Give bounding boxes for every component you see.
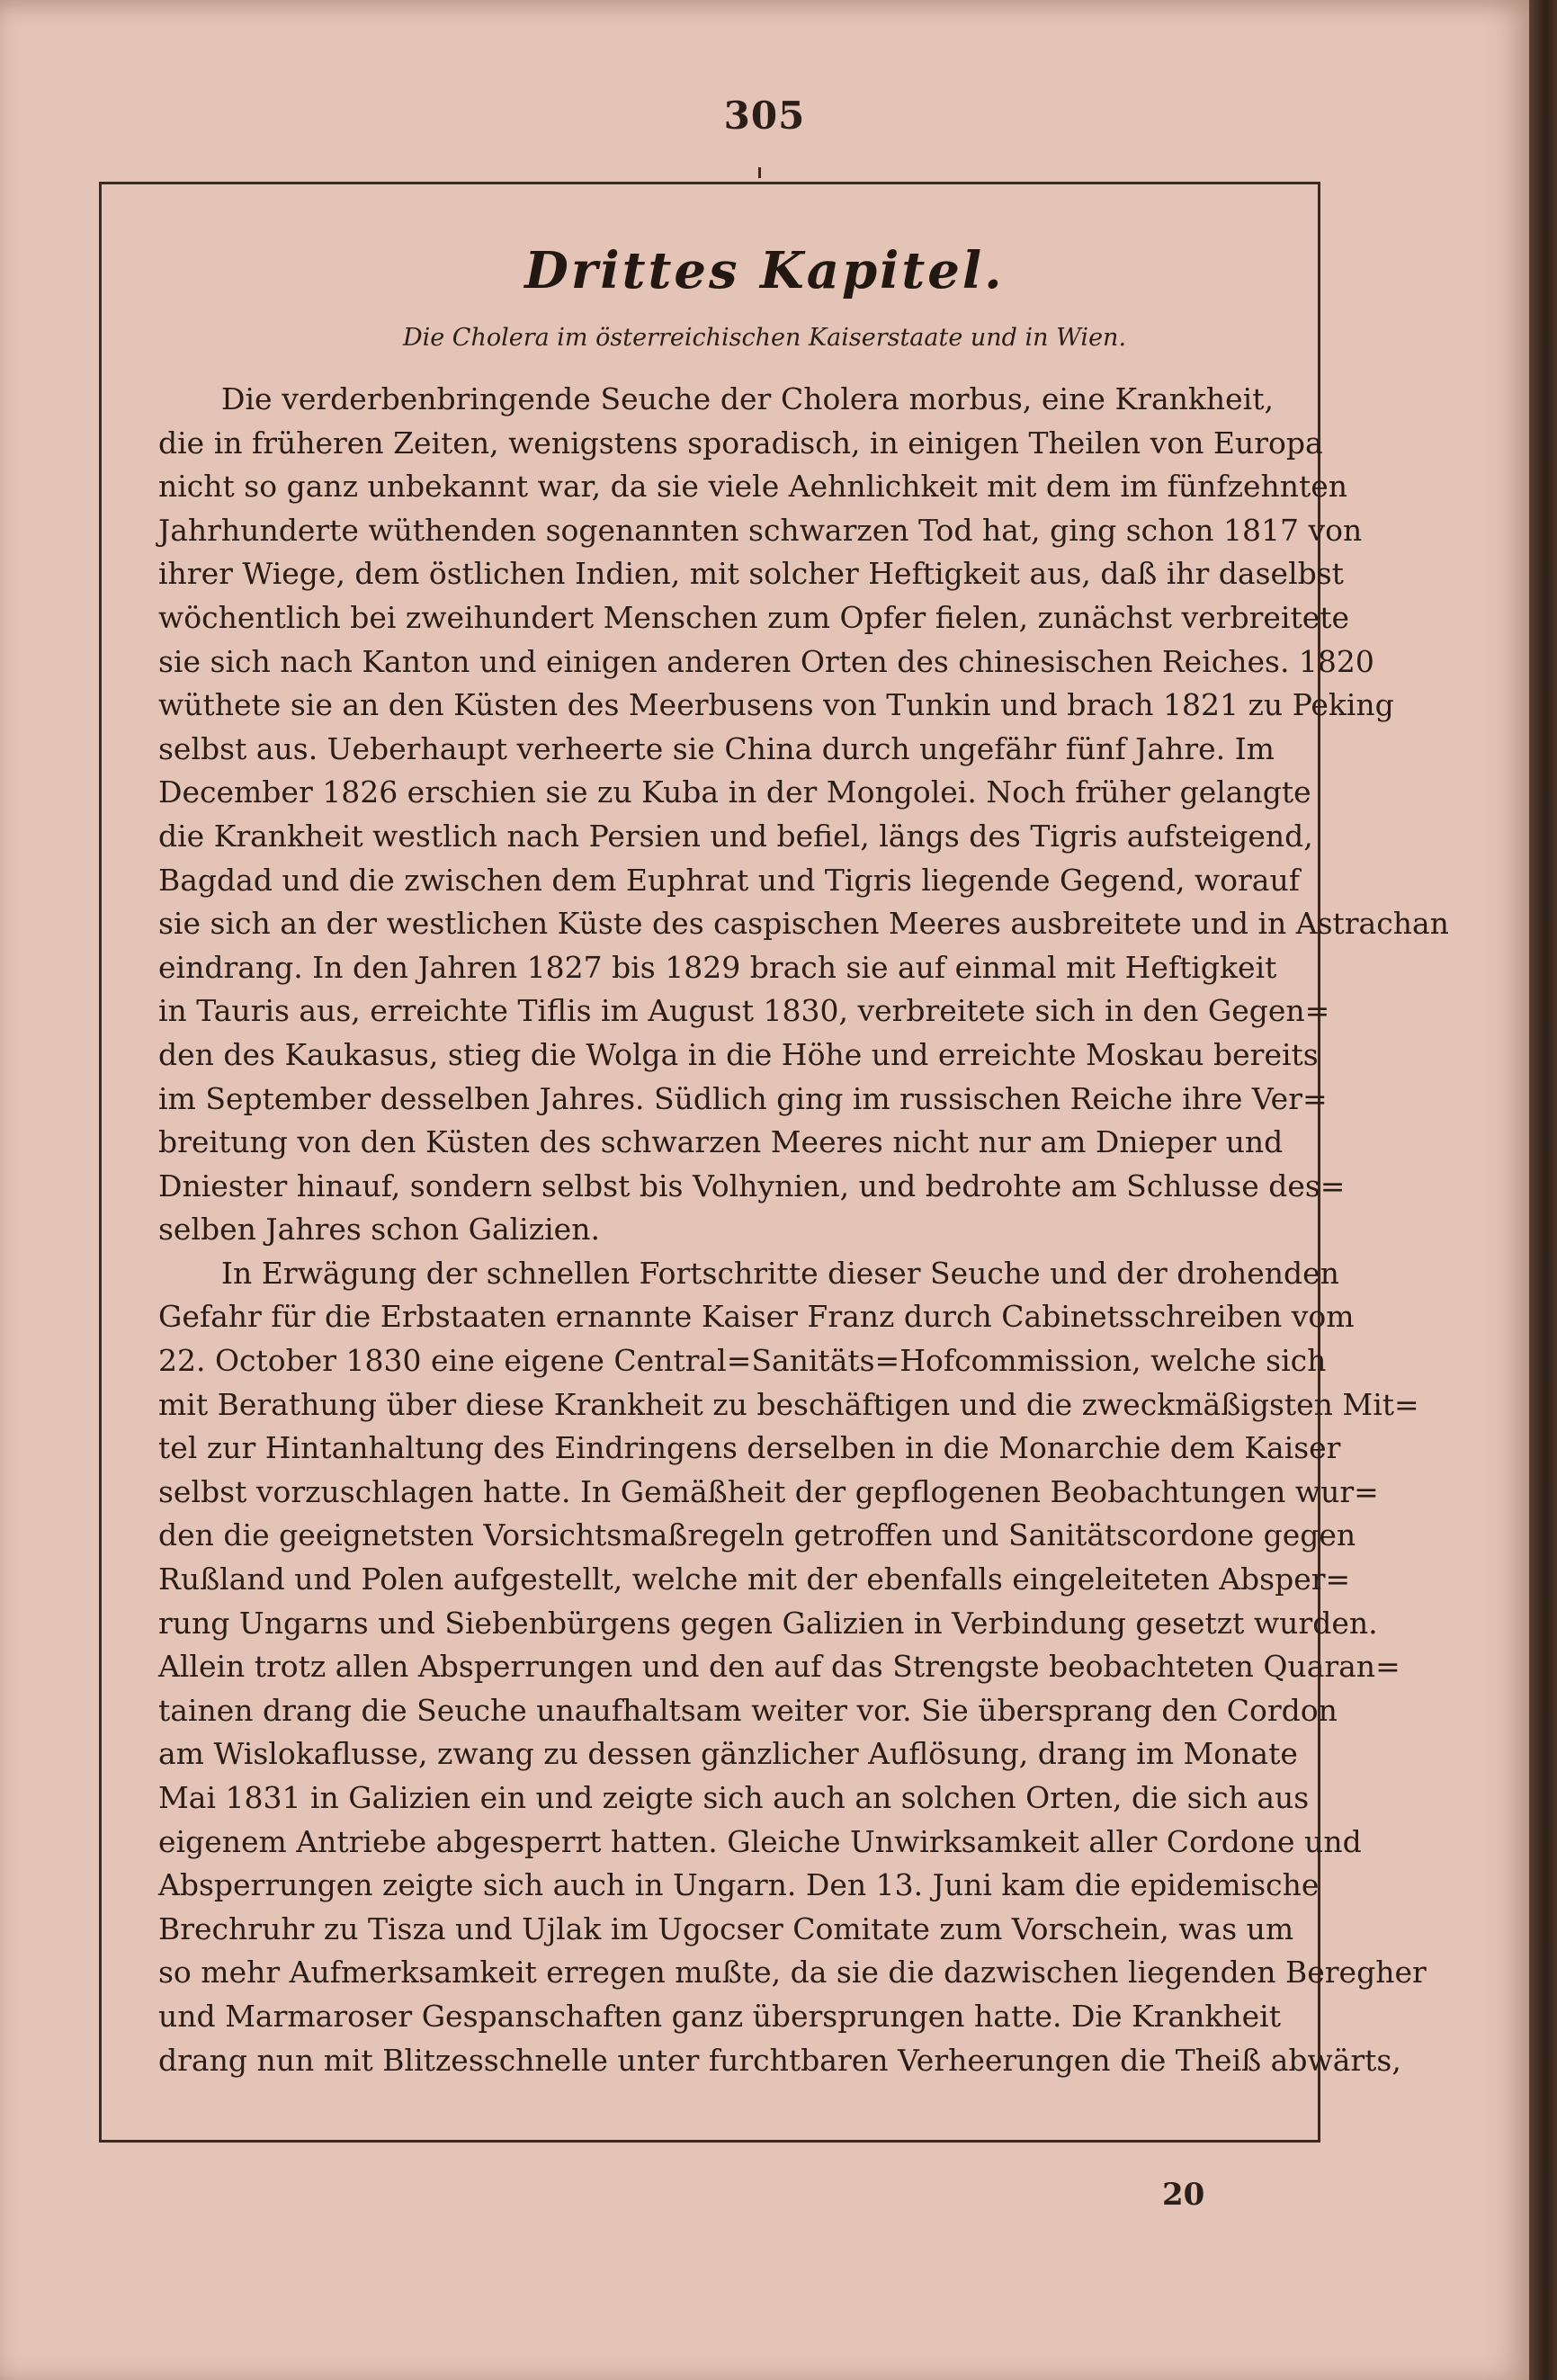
text-line: und Marmaroser Gespanschaften ganz übersprungen hatte. Die Krankheit [158,1998,1281,2034]
text-line: die Krankheit westlich nach Persien und befiel, längs des Tigris aufsteigend, [158,818,1313,854]
chapter-subtitle: Die Cholera im österreichischen Kaiserstaate und in Wien. [402,324,1127,352]
text-line: Jahrhunderte wüthenden sogenannten schwarzen Tod hat, ging schon 1817 von [158,512,1363,548]
text-line: sie sich an der westlichen Küste des caspischen Meeres ausbreitete und in Astrachan [158,906,1449,942]
text-line: nicht so ganz unbekannt war, da sie viele Aehnlichkeit mit dem im fünfzehnten [158,469,1348,505]
text-line: Brechruhr zu Tisza und Ujlak im Ugocser Comitate zum Vorschein, was um [158,1910,1294,1946]
text-line: Mai 1831 in Galizien ein und zeigte sich auch an solchen Orten, die sich aus [158,1780,1310,1815]
text-line: breitung von den Küsten des schwarzen Meeres nicht nur am Dnieper und [158,1124,1284,1160]
text-line: In Erwägung der schnellen Fortschritte dieser Seuche und der drohenden [221,1255,1339,1291]
text-line: im September desselben Jahres. Südlich ging im russischen Reiche ihre Ver= [158,1080,1328,1116]
book-binding-edge [1529,0,1557,2380]
frame-mark [758,167,761,178]
text-line: den die geeignetsten Vorsichtsmaßregeln getroffen und Sanitätscordone gegen [158,1517,1356,1553]
text-line: tel zur Hintanhaltung des Eindringens derselben in die Monarchie dem Kaiser [158,1430,1341,1466]
chapter-title: Drittes Kapitel. [524,241,1005,300]
text-line: am Wislokaflusse, zwang zu dessen gänzlicher Auflösung, drang im Monate [158,1736,1298,1772]
text-line: Bagdad und die zwischen dem Euphrat und Tigris liegende Gegend, worauf [158,862,1300,898]
text-line: selben Jahres schon Galizien. [158,1212,600,1248]
text-line: Rußland und Polen aufgestellt, welche mit der ebenfalls eingeleiteten Absper= [158,1561,1351,1597]
text-line: tainen drang die Seuche unaufhaltsam weiter vor. Sie übersprang den Cordon [158,1692,1338,1728]
text-line: die in früheren Zeiten, wenigstens sporadisch, in einigen Theilen von Europa [158,425,1323,461]
signature-mark: 20 [1162,2177,1205,2213]
text-line: Gefahr für die Erbstaaten ernannte Kaiser Franz durch Cabinetsschreiben vom [158,1299,1355,1335]
text-line: wüthete sie an den Küsten des Meerbusens von Tunkin und brach 1821 zu Peking [158,687,1394,723]
text-line: 22. October 1830 eine eigene Central=Sanitäts=Hofcommission, welche sich [158,1343,1327,1379]
text-line: sie sich nach Kanton und einigen anderen Orten des chinesischen Reiches. 1820 [158,643,1374,679]
text-line: eindrang. In den Jahren 1827 bis 1829 brach sie auf einmal mit Heftigkeit [158,949,1277,985]
text-line: eigenem Antriebe abgesperrt hatten. Gleiche Unwirksamkeit aller Cordone und [158,1823,1362,1859]
text-line: Die verderbenbringende Seuche der Cholera morbus, eine Krankheit, [221,381,1274,416]
text-line: mit Berathung über diese Krankheit zu beschäftigen und die zweckmäßigsten Mit= [158,1386,1419,1422]
text-line: wöchentlich bei zweihundert Menschen zum Opfer fielen, zunächst verbreitete [158,599,1350,635]
text-line: Absperrungen zeigte sich auch in Ungarn. Den 13. Juni kam die epidemische [158,1867,1320,1903]
text-line: selbst aus. Ueberhaupt verheerte sie China durch ungefähr fünf Jahre. Im [158,730,1275,766]
text-line: selbst vorzuschlagen hatte. In Gemäßheit der gepflogenen Beobachtungen wur= [158,1473,1379,1509]
text-line: in Tauris aus, erreichte Tiflis im August 1830, verbreitete sich in den Gegen= [158,993,1330,1029]
text-line: den des Kaukasus, stieg die Wolga in die Höhe und erreichte Moskau bereits [158,1036,1319,1072]
text-line: Dniester hinauf, sondern selbst bis Volhynien, und bedrohte am Schlusse des= [158,1168,1346,1203]
text-line: ihrer Wiege, dem östlichen Indien, mit solcher Heftigkeit aus, daß ihr daselbst [158,556,1344,592]
text-line: so mehr Aufmerksamkeit erregen mußte, da sie die dazwischen liegenden Beregher [158,1955,1427,1991]
page-number: 305 [723,94,806,138]
text-line: December 1826 erschien sie zu Kuba in der Mongolei. Noch früher gelangte [158,774,1311,810]
body-text [158,378,1449,2082]
text-line: rung Ungarns und Siebenbürgens gegen Galizien in Verbindung gesetzt wurden. [158,1605,1378,1641]
text-line: drang nun mit Blitzesschnelle unter furchtbaren Verheerungen die Theiß abwärts, [158,2042,1401,2078]
text-line: Allein trotz allen Absperrungen und den auf das Strengste beobachteten Quaran= [158,1649,1400,1685]
